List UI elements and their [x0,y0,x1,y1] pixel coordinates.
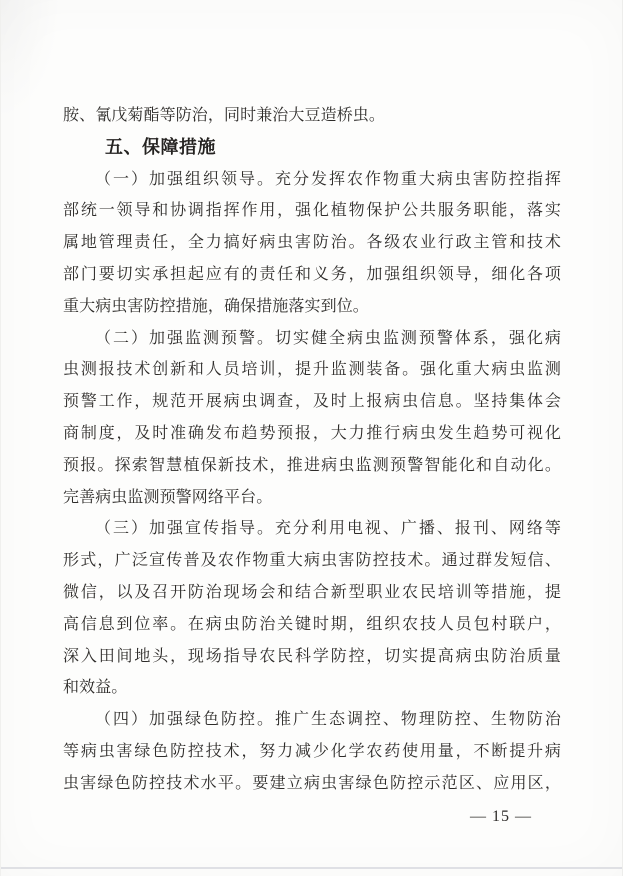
document-line: 高信息到位率。在病虫防治关键时期，组织农技人员包村联户， [63,615,561,633]
page-number: — 15 — [470,808,532,825]
scan-shading [1,0,61,120]
document-line: （二）加强监测预警。切实健全病虫监测预警体系，强化病 [95,329,561,347]
document-line: 预警工作，规范开展病虫调查，及时上报病虫信息。坚持集体会 [63,393,561,411]
document-line: 商制度，及时准确发布趋势预报，大力推行病虫发生趋势可视化 [63,424,561,442]
document-line: 预报。探索智慧植保新技术，推进病虫监测预警智能化和自动化。 [63,456,561,474]
document-line: 重大病虫害防控措施，确保措施落实到位。 [63,297,369,315]
document-line: 虫测报技术创新和人员培训，提升监测装备。强化重大病虫监测 [63,361,561,379]
document-line: 胺、氰戊菊酯等防治，同时兼治大豆造桥虫。 [63,107,386,124]
document-line: 部统一领导和协调指挥作用，强化植物保护公共服务职能，落实 [63,202,561,220]
document-line: 部门要切实承担起应有的责任和义务，加强组织领导，细化各项 [63,265,561,283]
document-line: （三）加强宣传指导。充分利用电视、广播、报刊、网络等 [95,520,561,538]
document-line: 深入田间地头，现场指导农民科学防控，切实提高病虫防治质量 [63,647,561,665]
document-line: 虫害绿色防控技术水平。要建立病虫害绿色防控示范区、应用区， [63,774,561,792]
document-line: 属地管理责任，全力搞好病虫害防治。各级农业行政主管和技术 [63,234,561,252]
text-block [63,100,561,800]
document-line: 微信，以及召开防治现场会和结合新型职业农民培训等措施，提 [63,583,561,601]
document-line: 等病虫害绿色防控技术，努力减少化学农药使用量，不断提升病 [63,742,561,760]
document-line: （一）加强组织领导。充分发挥农作物重大病虫害防控指挥 [95,170,561,188]
document-line: （四）加强绿色防控。推广生态调控、物理防控、生物防治 [95,711,561,729]
scan-bottom-edge [1,867,622,869]
document-line: 完善病虫监测预警网络平台。 [63,488,273,506]
document-line: 形式，广泛宣传普及农作物重大病虫害防控技术。通过群发短信、 [63,552,561,570]
section-heading-5: 五、保障措施 [105,136,216,157]
document-line: 和效益。 [63,679,128,697]
